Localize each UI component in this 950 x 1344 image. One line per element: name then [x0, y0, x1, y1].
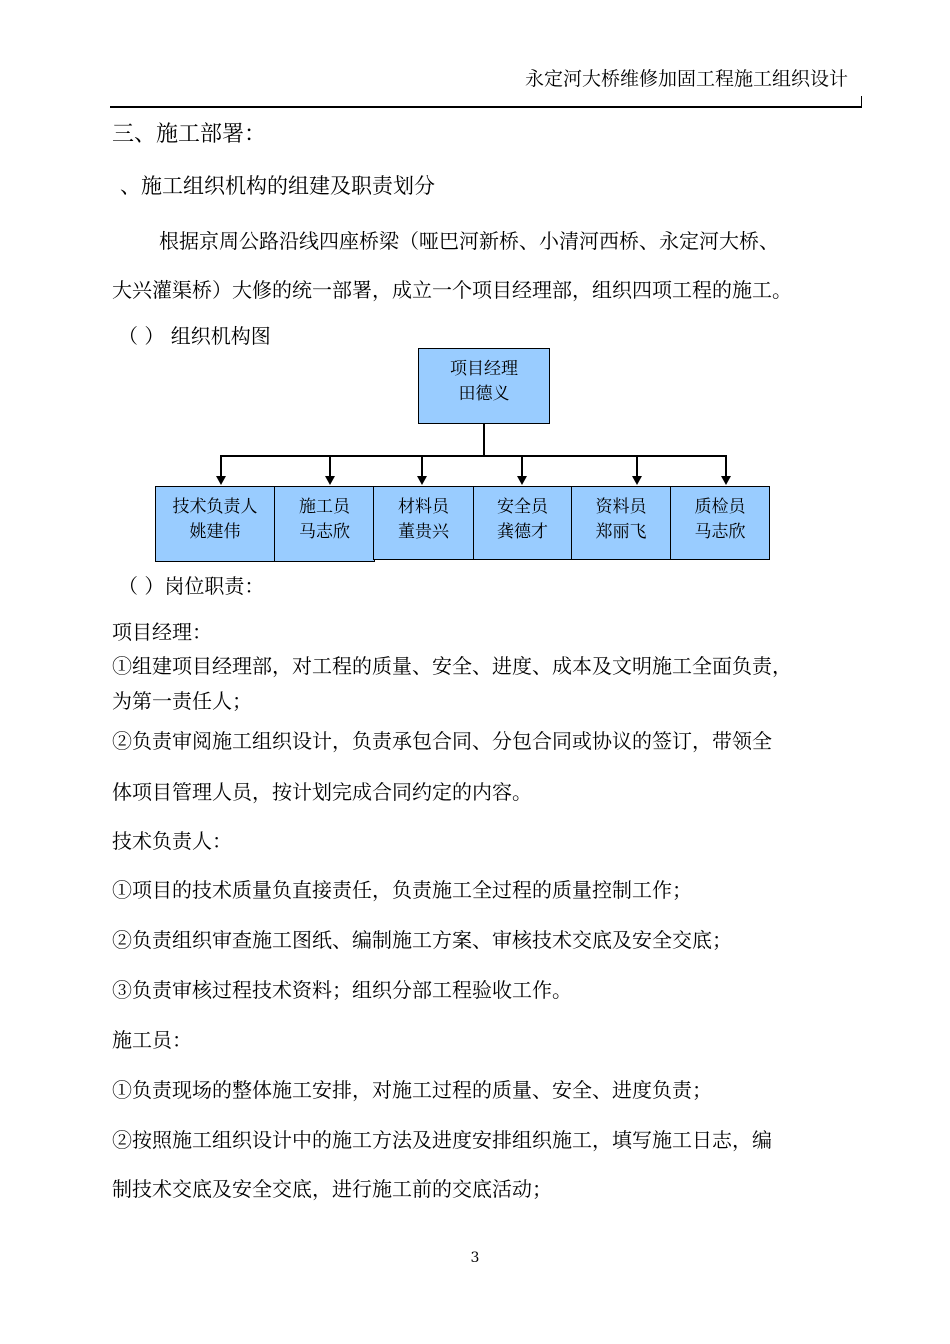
- org-box-name: 马志欣: [299, 522, 350, 542]
- org-connector-drop: [421, 455, 423, 478]
- document-header-title: 永定河大桥维修加固工程施工组织设计: [524, 68, 848, 90]
- tech-item-1: ①项目的技术质量负直接责任，负责施工全过程的质量控制工作；: [112, 878, 692, 902]
- org-connector-drop: [329, 455, 331, 478]
- constructor-item-1: ①负责现场的整体施工安排，对施工过程的质量、安全、进度负责；: [112, 1078, 712, 1102]
- org-box-safety: [473, 486, 572, 560]
- pm-item-1-line-2: 为第一责任人；: [112, 689, 252, 713]
- tech-item-3: ③负责审核过程技术资料；组织分部工程验收工作。: [112, 978, 572, 1002]
- org-box-documents: [571, 486, 671, 560]
- pm-heading: 项目经理：: [112, 620, 212, 644]
- org-box-title: 材料员: [398, 497, 449, 517]
- org-connector-drop: [521, 455, 523, 478]
- org-box-title: 质检员: [694, 497, 746, 517]
- org-box-title: 施工员: [299, 497, 350, 517]
- duties-caption: （ ）岗位职责：: [118, 574, 265, 598]
- subsection-title: 、施工组织机构的组建及职责划分: [120, 174, 435, 198]
- org-connector-drop: [636, 455, 638, 478]
- section-title: 三、施工部署：: [112, 122, 267, 147]
- constructor-item-2-line-1: ②按照施工组织设计中的施工方法及进度安排组织施工，填写施工日志，编: [112, 1128, 772, 1152]
- org-box-name: 龚德才: [497, 522, 548, 542]
- org-box-name: 田德义: [458, 384, 510, 404]
- pm-item-2-line-1: ②负责审阅施工组织设计，负责承包合同、分包合同或协议的签订，带领全: [112, 729, 772, 753]
- arrow-down-icon: [325, 476, 335, 485]
- pm-item-2-line-2: 体项目管理人员，按计划完成合同约定的内容。: [112, 780, 532, 804]
- constructor-heading: 施工员：: [112, 1028, 192, 1052]
- org-box-name: 郑丽飞: [595, 522, 647, 542]
- pm-item-1-line-1: ①组建项目经理部，对工程的质量、安全、进度、成本及文明施工全面负责，: [112, 654, 792, 678]
- org-box-quality: [670, 486, 770, 560]
- intro-line-1: 根据京周公路沿线四座桥梁（哑巴河新桥、小清河西桥、永定河大桥、: [159, 229, 779, 253]
- org-box-tech-lead: [155, 486, 275, 562]
- org-box-name: 董贵兴: [398, 522, 449, 542]
- org-box-name: 姚建伟: [189, 522, 241, 542]
- tech-item-2: ②负责组织审查施工图纸、编制施工方案、审核技术交底及安全交底；: [112, 928, 732, 952]
- org-box-title: 安全员: [497, 497, 548, 517]
- org-box-project-manager: [418, 348, 550, 424]
- org-connector-drop: [220, 455, 222, 478]
- page-number: 3: [470, 1250, 480, 1266]
- org-box-title: 项目经理: [450, 359, 518, 379]
- arrow-down-icon: [721, 476, 731, 485]
- org-connector-horizontal: [220, 455, 727, 457]
- intro-line-2: 大兴灌渠桥）大修的统一部署，成立一个项目经理部，组织四项工程的施工。: [112, 278, 792, 302]
- header-rule: [110, 106, 861, 108]
- org-connector-drop: [725, 455, 727, 478]
- tech-heading: 技术负责人：: [112, 829, 232, 853]
- header-rule-tick: [861, 96, 862, 108]
- org-box-constructor: [274, 486, 375, 562]
- arrow-down-icon: [417, 476, 427, 485]
- org-box-title: 技术负责人: [172, 497, 258, 517]
- constructor-item-2-line-2: 制技术交底及安全交底，进行施工前的交底活动；: [112, 1177, 552, 1201]
- org-box-materials: [373, 486, 474, 560]
- org-box-name: 马志欣: [694, 522, 746, 542]
- org-connector-vertical: [483, 424, 485, 456]
- arrow-down-icon: [632, 476, 642, 485]
- org-chart-caption: （ ） 组织机构图: [118, 324, 271, 348]
- arrow-down-icon: [216, 476, 226, 485]
- arrow-down-icon: [517, 476, 527, 485]
- org-box-title: 资料员: [595, 497, 647, 517]
